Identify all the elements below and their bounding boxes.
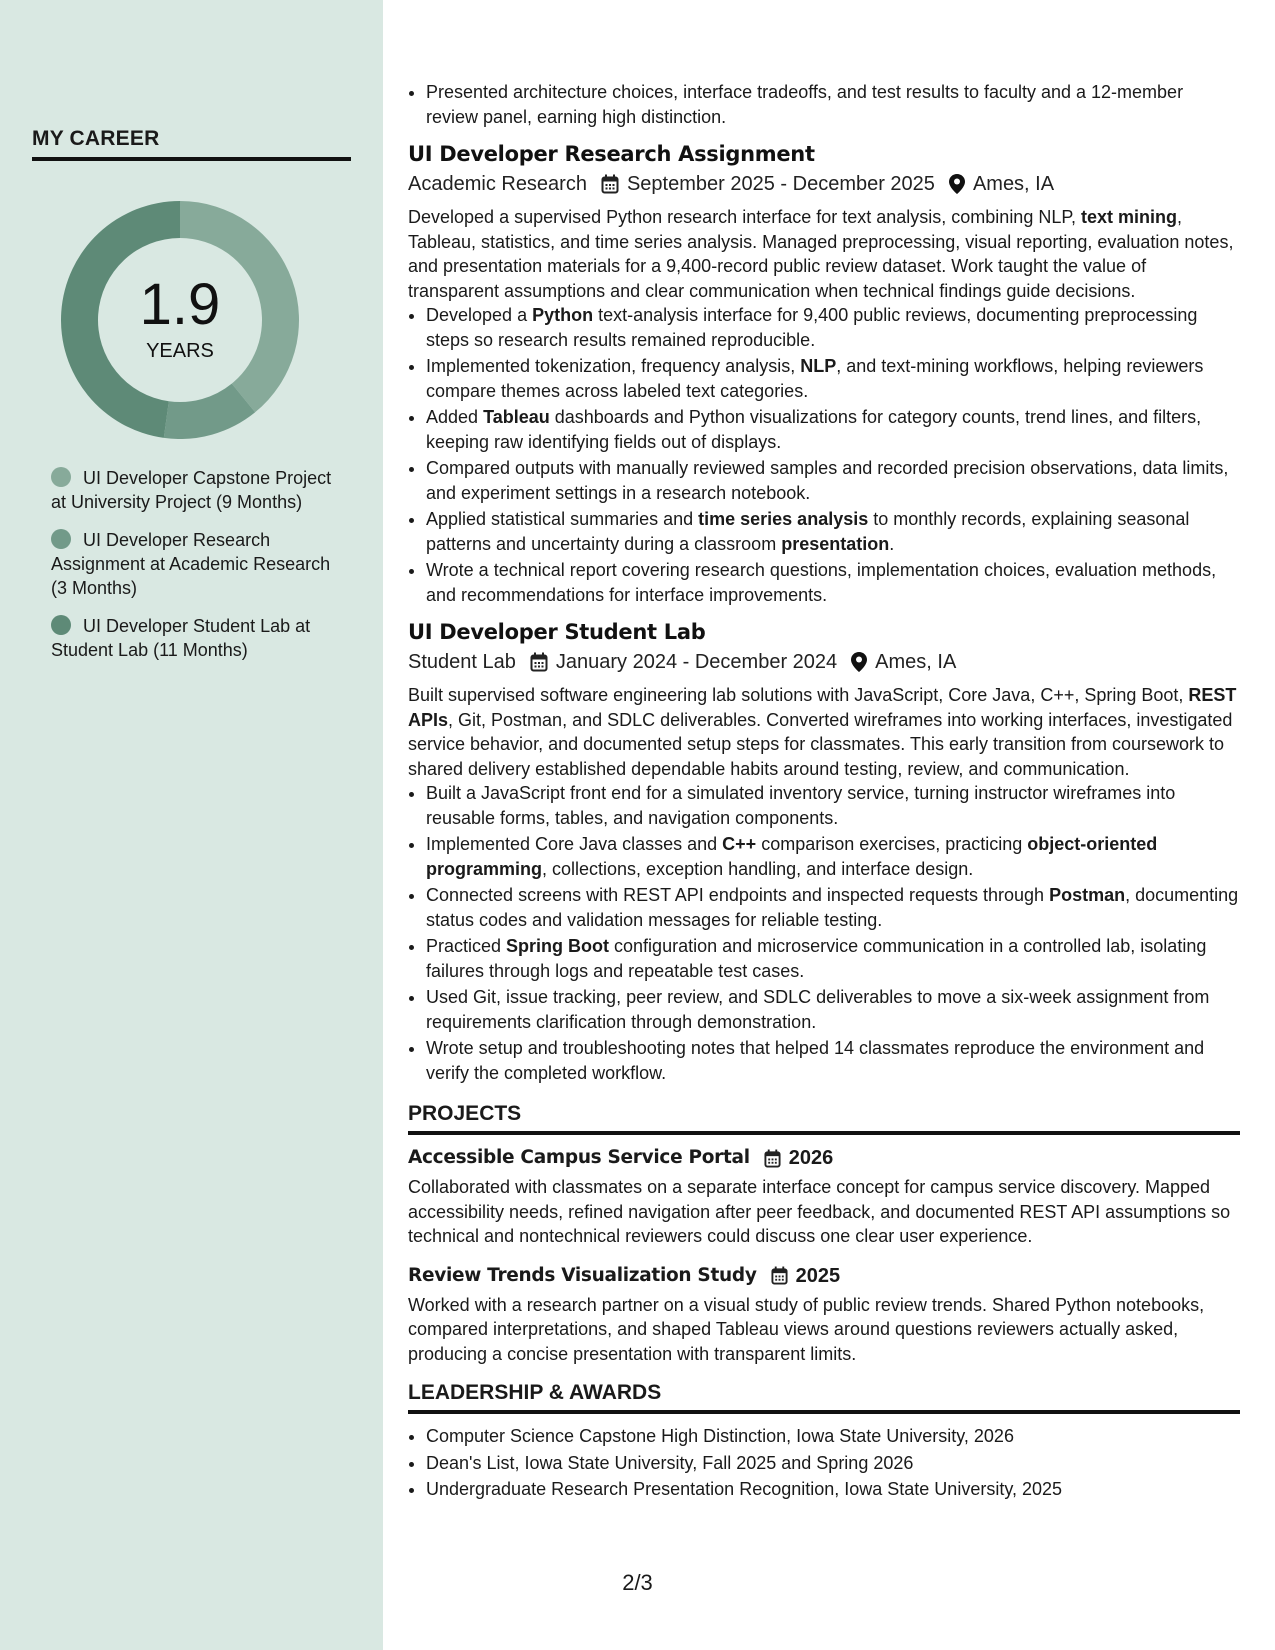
bullet-item: • Built a JavaScript front end for a simulated inventory service, turning instructor wireframes into reusable forms, tables, and navigation components.: [426, 781, 1240, 830]
job-entry: [408, 139, 1240, 607]
project-year: 2025: [795, 1264, 841, 1287]
career-legend-text: UI Developer Capstone Project at University Project (9 Months): [51, 468, 332, 512]
award-item: • Dean's List, Iowa State University, Fall 2025 and Spring 2026: [426, 1451, 1240, 1476]
job-title: UI Developer Student Lab: [408, 620, 706, 644]
project-title: Accessible Campus Service Portal: [408, 1147, 750, 1168]
career-legend-text: UI Developer Research Assignment at Academic Research (3 Months): [51, 530, 331, 598]
page-number: 2/3: [622, 1570, 653, 1595]
career-years-value: 1.9: [139, 272, 221, 337]
career-legend-item: [51, 614, 341, 662]
calendar-icon: [764, 1149, 781, 1168]
job-meta: [408, 647, 1240, 677]
map-pin-icon: [949, 174, 965, 194]
project-title: Review Trends Visualization Study: [408, 1264, 757, 1286]
project-entry: [408, 1263, 1240, 1367]
bullet-item: • Practiced Spring Boot configuration and microservice communication in a controlled lab, isolating failures through logs and repeatable test cases.: [426, 934, 1240, 983]
career-legend: [51, 466, 341, 676]
awards-list: [408, 1424, 1240, 1502]
bold-keyword: Spring Boot: [506, 936, 610, 956]
bold-keyword: Python: [532, 305, 594, 325]
projects-heading: PROJECTS: [408, 1101, 1240, 1135]
job-org: Student Lab: [408, 651, 516, 673]
project-title-row: [408, 1145, 1240, 1171]
bold-keyword: Tableau: [483, 407, 550, 427]
calendar-icon: [601, 174, 619, 194]
calendar-icon: [530, 652, 548, 672]
legend-dot-icon: [51, 529, 71, 549]
award-item: • Undergraduate Research Presentation Recognition, Iowa State University, 2025: [426, 1477, 1240, 1502]
calendar-icon: [771, 1266, 788, 1285]
legend-dot-icon: [51, 615, 71, 635]
continued-bullets: [408, 80, 1240, 129]
job-dates: September 2025 - December 2025: [626, 173, 935, 195]
bold-keyword: Postman: [1049, 885, 1126, 905]
bullet-item: • Implemented Core Java classes and C++ comparison exercises, practicing object-oriented programming, collections, exception handling, and interface design.: [426, 832, 1240, 881]
job-dates: January 2024 - December 2024: [555, 651, 838, 673]
job-bullets: [408, 303, 1240, 607]
career-legend-item: [51, 528, 341, 600]
bullet-item: • Used Git, issue tracking, peer review, and SDLC deliverables to move a six-week assignment from requirements clarification through demonstration.: [426, 985, 1240, 1034]
job-summary: Built supervised software engineering lab solutions with JavaScript, Core Java, C++, Spring Boot, REST APIs, Git, Postman, and SDLC deliverables. Converted wireframes into working interfaces, investigated service behavior, and documented setup steps for classmates. This early transition from coursework to shared delivery established dependable habits around testing, review, and communication.: [408, 685, 1237, 779]
bold-keyword: C++: [722, 834, 757, 854]
job-entry: [408, 617, 1240, 1085]
job-meta: [408, 169, 1240, 199]
job-summary: Developed a supervised Python research interface for text analysis, combining NLP, text mining, Tableau, statistics, and time series analysis. Managed preprocessing, visual reporting, evaluation notes, and presentation materials for a 9,400-record public review dataset. Work taught the value of transparent assumptions and clear communication when technical findings guide decisions.: [408, 207, 1234, 301]
bullet-item: • Added Tableau dashboards and Python visualizations for category counts, trend lines, and filters, keeping raw identifying fields out of displays.: [426, 405, 1240, 454]
bullet-item: • Connected screens with REST API endpoints and inspected requests through Postman, documenting status codes and validation messages for reliable testing.: [426, 883, 1240, 932]
bullet-item: • Wrote a technical report covering research questions, implementation choices, evaluation methods, and recommendations for interface improvements.: [426, 558, 1240, 607]
project-title-row: [408, 1263, 1240, 1289]
bullet-item: • Compared outputs with manually reviewed samples and recorded precision observations, data limits, and experiment settings in a research notebook.: [426, 456, 1240, 505]
bold-keyword: text mining: [1081, 207, 1178, 227]
bullet-item: • Applied statistical summaries and time series analysis to monthly records, explaining seasonal patterns and uncertainty during a classroom presentation.: [426, 507, 1240, 556]
bullet-item: • Wrote setup and troubleshooting notes that helped 14 classmates reproduce the environment and verify the completed workflow.: [426, 1036, 1240, 1085]
bold-keyword: time series analysis: [698, 509, 869, 529]
job-location: Ames, IA: [972, 173, 1055, 195]
job-title: UI Developer Research Assignment: [408, 142, 815, 166]
award-item: • Computer Science Capstone High Distinction, Iowa State University, 2026: [426, 1424, 1240, 1449]
bullet-item: • Implemented tokenization, frequency analysis, NLP, and text-mining workflows, helping reviewers compare themes across labeled text categories.: [426, 354, 1240, 403]
sidebar: [0, 0, 383, 1650]
awards-heading: LEADERSHIP & AWARDS: [408, 1380, 1240, 1414]
job-org: Academic Research: [408, 173, 587, 195]
map-pin-icon: [851, 652, 867, 672]
job-bullets: [408, 781, 1240, 1085]
project-description: Worked with a research partner on a visual study of public review trends. Shared Python notebooks, compared interpretations, and shaped Tableau views around questions reviewers actually asked, producing a concise presentation with transparent limits.: [408, 1294, 1205, 1364]
career-heading: MY CAREER: [32, 127, 351, 161]
bold-keyword: presentation: [781, 533, 890, 554]
career-legend-text: UI Developer Student Lab at Student Lab (11 Months): [51, 616, 311, 660]
project-entry: [408, 1145, 1240, 1249]
bullet-item: • Developed a Python text-analysis interface for 9,400 public reviews, documenting preprocessing steps so research results remained reproducible.: [426, 303, 1240, 352]
bold-keyword: REST APIs: [408, 685, 1237, 730]
bullet-item: • Presented architecture choices, interface tradeoffs, and test results to faculty and a 12-member review panel, earning high distinction.: [426, 80, 1240, 129]
job-location: Ames, IA: [875, 651, 957, 673]
project-year: 2026: [788, 1147, 834, 1169]
bold-keyword: object-oriented programming: [426, 834, 1158, 879]
career-years-unit: YEARS: [146, 340, 214, 362]
bold-keyword: NLP: [800, 356, 837, 376]
career-donut-label: [61, 201, 299, 439]
legend-dot-icon: [51, 467, 71, 487]
main-content: [408, 80, 1240, 1504]
career-legend-item: [51, 466, 341, 514]
project-description: Collaborated with classmates on a separate interface concept for campus service discovery. Mapped accessibility needs, refined navigation after peer feedback, and documented REST API assumptions so technical and nontechnical reviewers could discuss one clear user experience.: [408, 1177, 1231, 1246]
